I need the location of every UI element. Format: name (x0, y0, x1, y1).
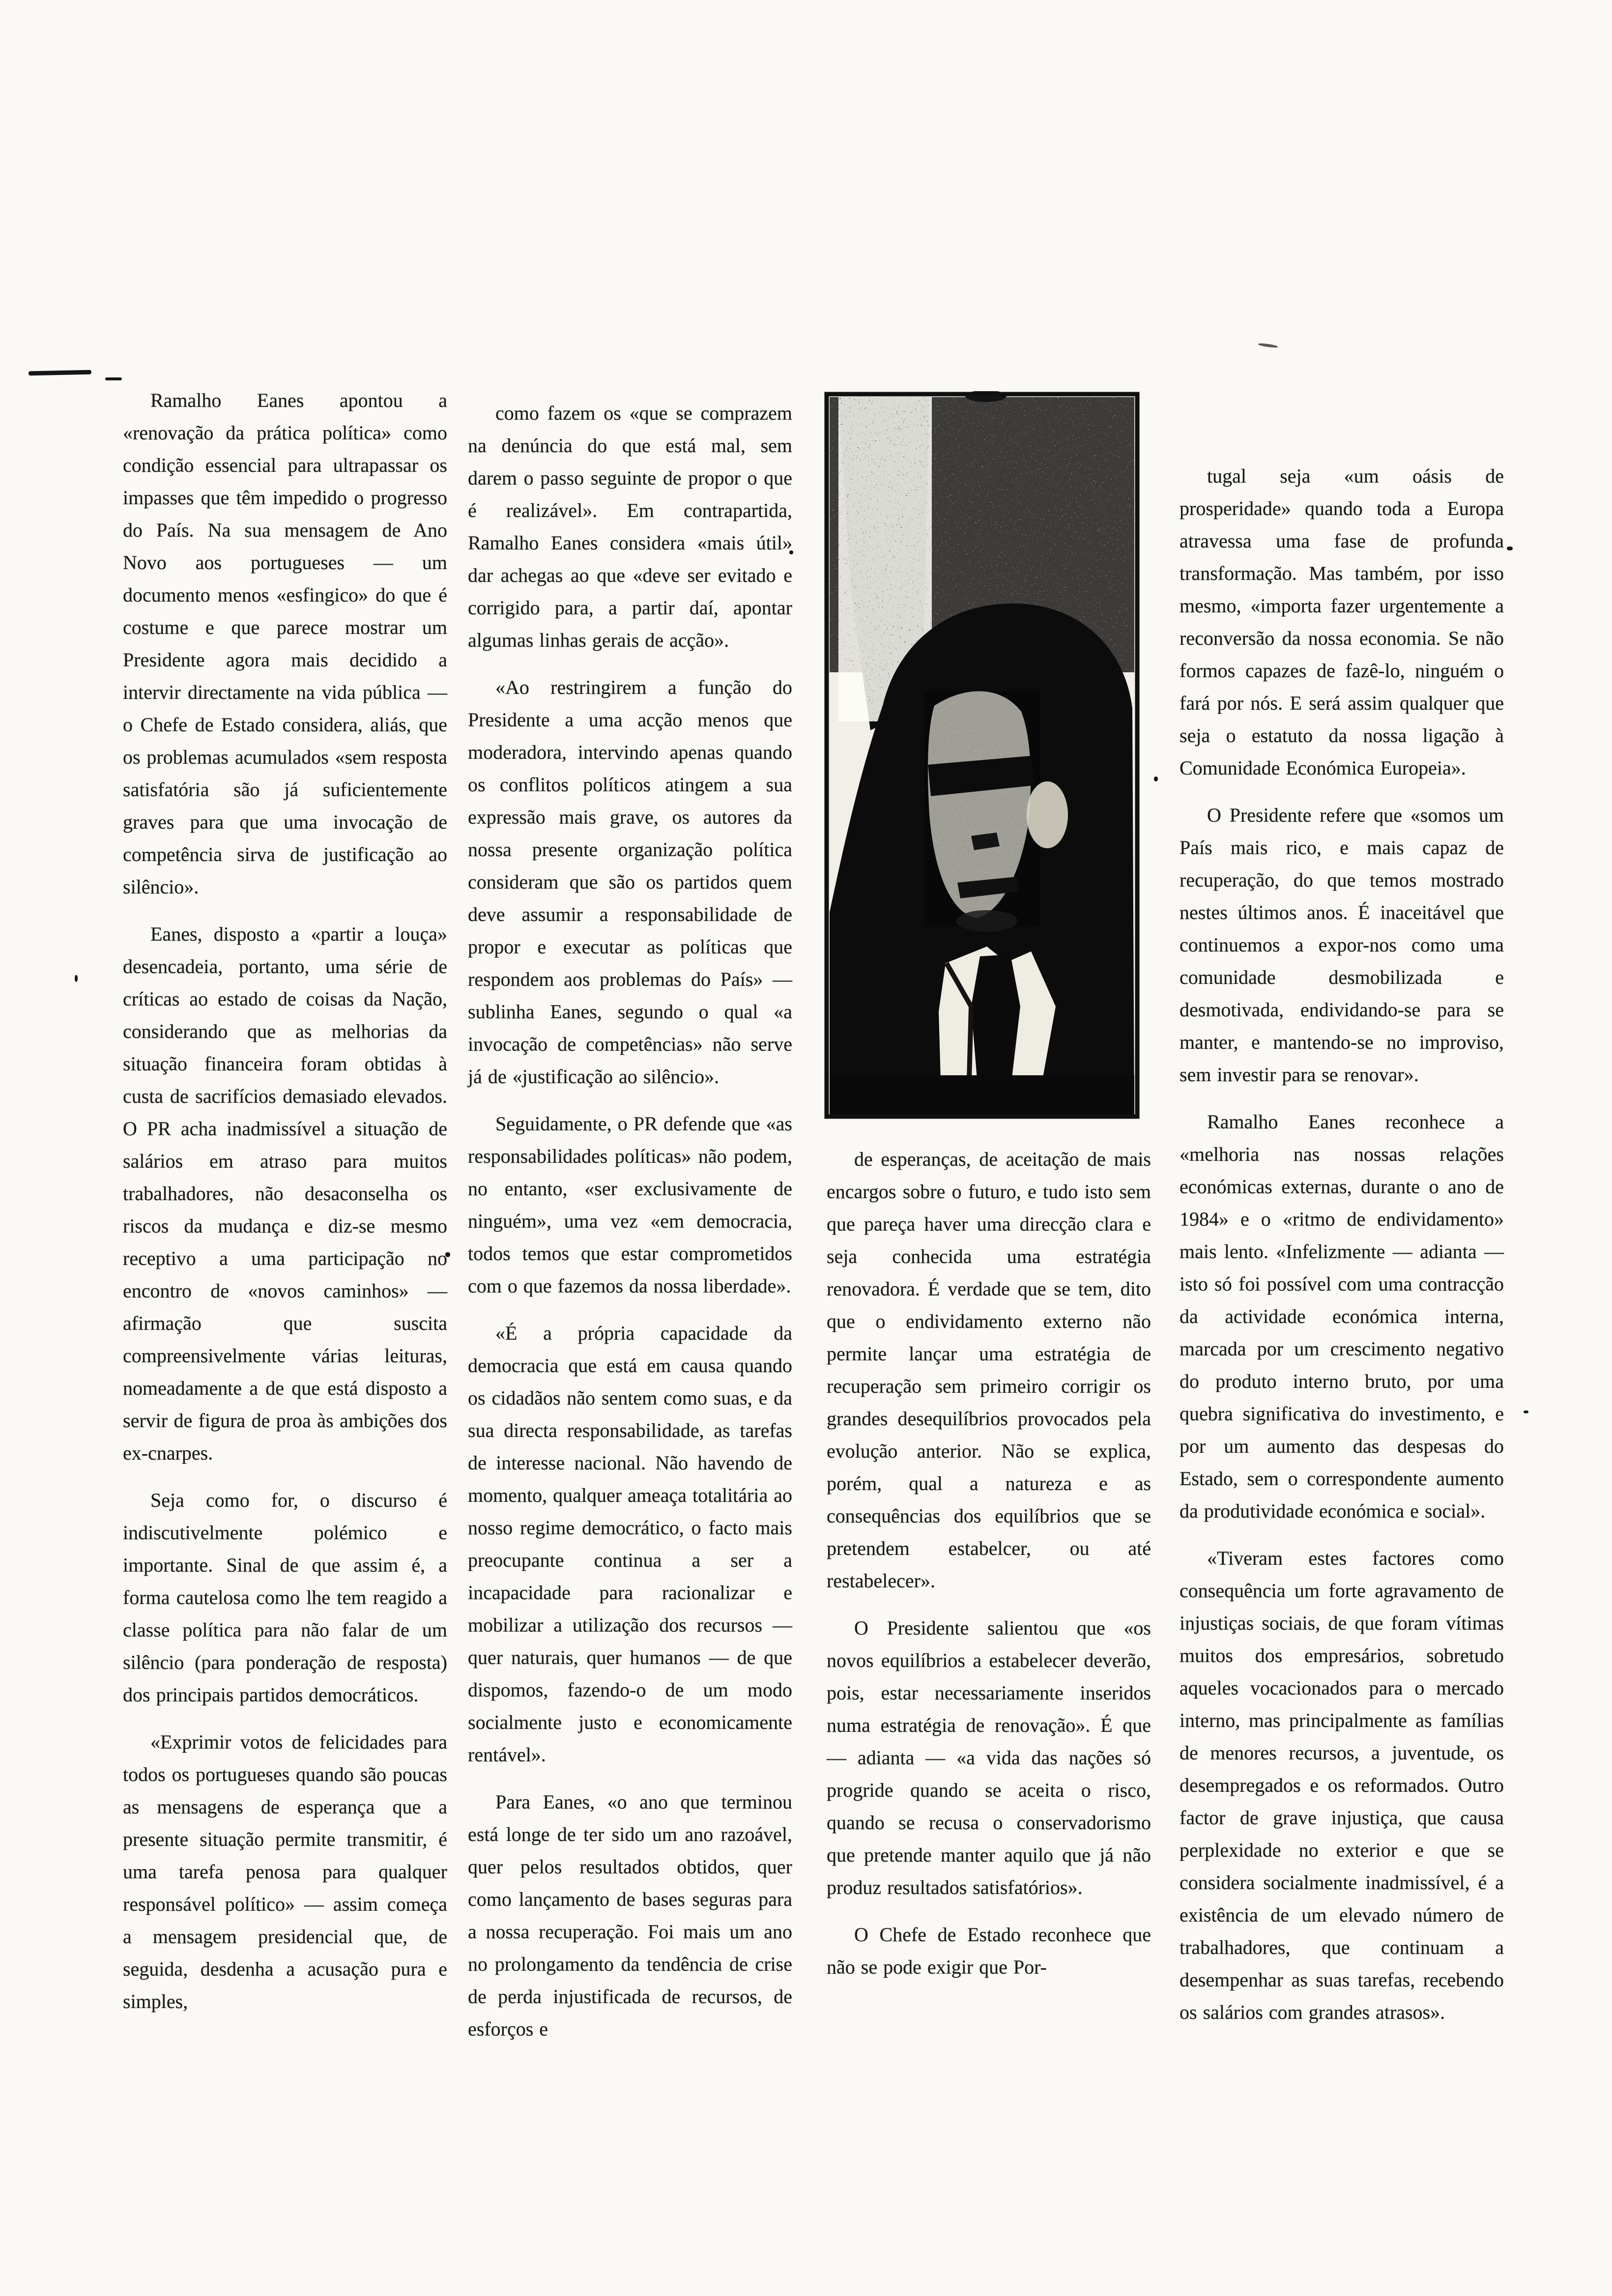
article-column-2 (468, 397, 792, 2060)
scan-speck (1258, 343, 1278, 348)
paragraph: tugal seja «um oásis de prosperidade» quando toda a Europa atravessa uma fase de profunda transformação. Mas também, por isso mesmo, «importa fazer urgentemente a reconversão da nossa economia. Se não formos capazes de fazê-lo, ninguém o fará por nós. E será assim qualquer que seja o estatuto da nossa ligação à Comunidade Económica Europeia». (1180, 465, 1504, 779)
paragraph: O Presidente refere que «somos um País mais rico, e mais capaz de recuperação, do que temos mostrado nestes últimos anos. É inaceitável que continuemos a expor-nos como uma comunidade desmobilizada e desmotivada, endividando-se para se manter, e mantendo-se no improviso, sem investir para se renovar». (1180, 804, 1504, 1086)
paragraph: Ramalho Eanes reconhece a «melhoria nas nossas relações económicas externas, durante o ano de 1984» e o «ritmo de endividamento» mais lento. «Infelizmente — adianta — isto só foi possível com uma contracção da actividade económica interna, marcada por um crescimento negativo do produto interno bruto, por uma quebra significativa do investimento, e por um aumento das despesas do Estado, sem o correspondente aumento da produtividade económica e social». (1180, 1111, 1504, 1522)
paragraph: Ramalho Eanes apontou a «renovação da prática política» como condição essencial para ultrapassar os impasses que têm impedido o progresso do País. Na sua mensagem de Ano Novo aos portugueses — um documento menos «esfingico» do que é costume e que parece mostrar um Presidente agora mais decidido a intervir directamente na vida pública — o Chefe de Estado considera, aliás, que os problemas acumulados «sem resposta satisfatória são já suficientemente graves para que uma invocação de competência sirva de justificação ao silêncio». (123, 389, 447, 898)
paragraph: O Presidente salientou que «os novos equilíbrios a estabelecer deverão, pois, estar necessariamente inseridos numa estratégia de renovação». É que — adianta — «a vida das nações só progride quando se aceita o risco, quando se recusa o conservadorismo que pretende manter aquilo que já não produz resultados satisfatórios». (827, 1617, 1151, 1898)
paragraph: como fazem os «que se comprazem na denúncia do que está mal, sem darem o passo seguinte de propor o que é realizável». Em contrapartida, Ramalho Eanes considera «mais útil» dar achegas ao que «deve ser evitado e corrigido para, a partir daí, apontar algumas linhas gerais de acção». (468, 402, 792, 651)
paragraph: «Ao restringirem a função do Presidente a uma acção menos que moderadora, intervindo apenas quando os conflitos políticos atingem a sua expressão mais grave, os autores da nossa presente organização política consideram que são os partidos quem deve assumir a responsabilidade de propor e executar as políticas que respondem aos problemas do País» — sublinha Eanes, segundo o qual «a invocação de competências» não serve já de «justificação ao silêncio». (468, 676, 792, 1088)
scan-speck (75, 975, 78, 982)
scan-speck (1154, 776, 1158, 781)
article-column-4 (1180, 460, 1504, 2043)
paragraph: Eanes, disposto a «partir a louça» desencadeia, portanto, uma série de críticas ao estado de coisas da Nação, considerando que as melhorias da situação financeira foram obtidas à custa de sacrifícios demasiado elevados. O PR acha inadmissível a situação de salários em atraso para muitos trabalhadores, não desaconselha os riscos da mudança e diz-se mesmo receptivo a uma participação no encontro de «novos caminhos» — afirmação que suscita compreensivelmente várias leituras, nomeadamente a de que está disposto a servir de figura de proa às ambições dos ex-cnarpes. (123, 923, 447, 1464)
paragraph: Para Eanes, «o ano que terminou está longe de ter sido um ano razoável, quer pelos resultados obtidos, quer como lançamento de bases seguras para a nossa recuperação. Foi mais um ano no prolongamento da tendência de crise de perda injustificada de recursos, de esforços e (468, 1791, 792, 2040)
scan-artifact-dash (105, 377, 122, 380)
scan-artifact-dash (29, 370, 91, 376)
article-column-1 (123, 384, 447, 2033)
halftone-portrait-photo (824, 391, 1140, 1119)
paragraph: «Exprimir votos de felicidades para todos os portugueses quando são poucas as mensagens de esperança que a presente situação permite transmitir, é uma tarefa penosa para qualquer responsável político» — assim começa a mensagem presidencial que, de seguida, desdenha a acusação pura e simples, (123, 1731, 447, 2012)
article-column-3 (827, 391, 1151, 1998)
scan-speck (1524, 1410, 1528, 1413)
scan-speck (1507, 546, 1513, 550)
paragraph: Seja como for, o discurso é indiscutivelmente polémico e importante. Sinal de que assim é, a forma cautelosa como lhe tem reagido a classe política para não falar de um silêncio (para ponderação de resposta) dos principais partidos democráticos. (123, 1489, 447, 1706)
paragraph: O Chefe de Estado reconhece que não se pode exigir que Por- (827, 1923, 1151, 1978)
paragraph: de esperanças, de aceitação de mais encargos sobre o futuro, e tudo isto sem que pareça haver uma direcção clara e seja conhecida uma estratégia renovadora. É verdade que se tem, dito que o endividamento externo não permite lançar uma estratégia de recuperação sem primeiro corrigir os grandes desequilíbrios provocados pela evolução anterior. Não se explica, porém, qual a natureza e as consequências dos equilíbrios que se pretendem estabelcer, ou até restabelecer». (827, 1148, 1151, 1592)
paragraph: «É a própria capacidade da democracia que está em causa quando os cidadãos não sentem como suas, e da sua directa responsabilidade, as tarefas de interesse nacional. Não havendo de momento, qualquer ameaça totalitária ao nosso regime democrático, o facto mais preocupante continua a ser a incapacidade para racionalizar e mobilizar a utilização dos recursos — quer naturais, quer humanos — de que dispomos, fazendo-o de um modo socialmente justo e economicamente rentável». (468, 1322, 792, 1766)
paragraph: «Tiveram estes factores como consequência um forte agravamento de injustiças sociais, de que foram vítimas muitos dos empresários, sobretudo aqueles vocacionados para o mercado interno, mas principalmente as famílias de menores recursos, a juventude, os desempregados e os reformados. Outro factor de grave injustiça, que causa perplexidade no exterior e que se considera socialmente inadmissível, é a existência de um elevado número de trabalhadores, que continuam a desempenhar as suas tarefas, recebendo os salários com grandes atrasos». (1180, 1547, 1504, 2023)
paragraph: Seguidamente, o PR defende que «as responsabilidades políticas» não podem, no entanto, «ser exclusivamente de ninguém», uma vez «em democracia, todos temos que estar comprometidos com o que fazemos da nossa liberdade». (468, 1113, 792, 1297)
